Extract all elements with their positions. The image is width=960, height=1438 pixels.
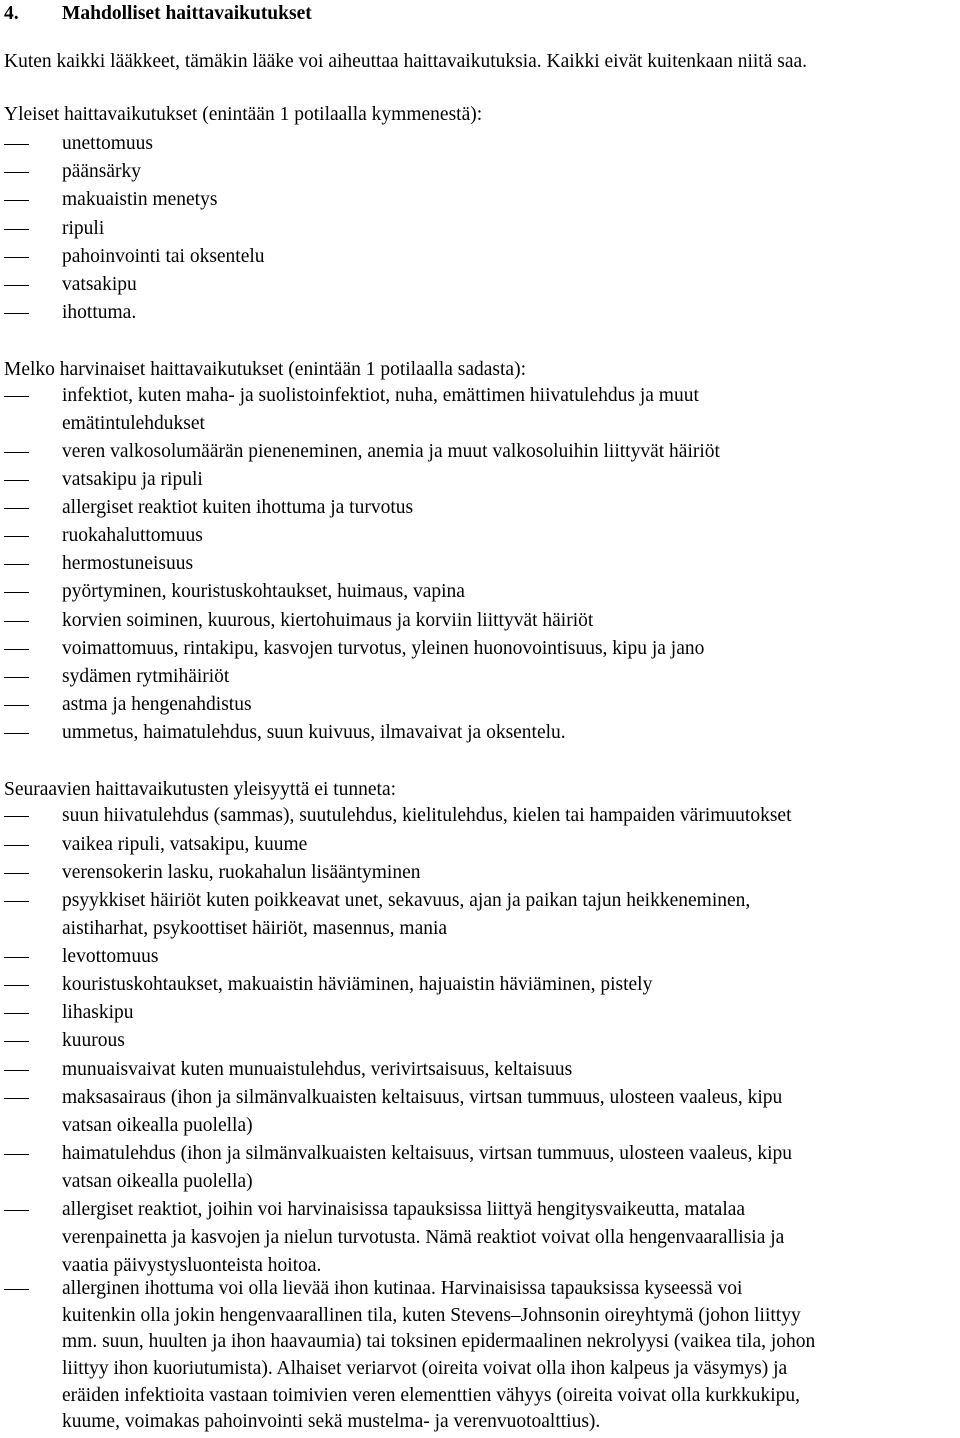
list-item-line: veren valkosolumäärän pieneneminen, anemia ja muut valkosoluihin liittyvät häiriöt — [62, 441, 720, 462]
list-item-line: makuaistin menetys — [62, 189, 218, 210]
list-item-text — [62, 578, 952, 606]
list-item-line: psyykkiset häiriöt kuten poikkeavat unet, sekavuus, ajan ja paikan tajun heikkeneminen, — [62, 890, 751, 911]
dash-bullet-icon — [4, 621, 29, 622]
list-item-line: liittyy ihon kuoriutumista). Alhaiset veriarvot (oireita voivat olla ihon kalpeus ja väsymys) ja — [62, 1358, 788, 1380]
list-item-text — [62, 494, 952, 522]
list-item-text — [62, 466, 952, 494]
list-item-text — [62, 158, 952, 186]
list-item-line: hermostuneisuus — [62, 553, 194, 574]
list-item-text — [62, 1084, 952, 1140]
dash-bullet-icon — [4, 705, 29, 706]
dash-bullet-icon — [4, 1154, 29, 1155]
list-item-line: vatsakipu ja ripuli — [62, 469, 203, 490]
list-item-line: kuitenkin olla jokin hengenvaarallinen tila, kuten Stevens–Johnsonin oireyhtymä (johon liittyy — [62, 1304, 801, 1326]
dash-bullet-icon — [4, 592, 29, 593]
list-item-line: emätintulehdukset — [62, 413, 205, 434]
dash-bullet-icon — [4, 1070, 29, 1071]
list-item-text — [62, 802, 952, 830]
dash-bullet-icon — [4, 229, 29, 230]
list-item-text — [62, 943, 952, 971]
heading-number: 4. — [4, 3, 19, 24]
dash-bullet-icon — [4, 257, 29, 258]
list-item-line: mm. suun, huulten ja ihon haavaumia) tai toksinen epidermaalinen nekrolyysi (vaikea tila, johon — [62, 1331, 816, 1353]
intro-paragraph: Kuten kaikki lääkkeet, tämäkin lääke voi aiheuttaa haittavaikutuksia. Kaikki eivät kuitenkaan niitä saa. — [4, 51, 808, 72]
dash-bullet-icon — [4, 396, 29, 397]
list-item-line: unettomuus — [62, 133, 153, 154]
dash-bullet-icon — [4, 957, 29, 958]
list-item-line: vaatia päivystysluonteista hoitoa. — [62, 1255, 322, 1276]
dash-bullet-icon — [4, 564, 29, 565]
list-item-line: ripuli — [62, 218, 105, 239]
dash-bullet-icon — [4, 1013, 29, 1014]
list-item-text — [62, 1140, 952, 1196]
list-item-line: voimattomuus, rintakipu, kasvojen turvotus, yleinen huonovointisuus, kipu ja jano — [62, 638, 705, 659]
list-item-text — [62, 635, 952, 663]
list-item-line: pyörtyminen, kouristuskohtaukset, huimaus, vapina — [62, 581, 465, 602]
dash-bullet-icon — [4, 1041, 29, 1042]
list-item-text — [62, 215, 952, 243]
list-item-line: haimatulehdus (ihon ja silmänvalkuaisten keltaisuus, virtsan tummuus, ulosteen vaaleus, kipu — [62, 1143, 793, 1164]
list-item-line: verenpainetta ja kasvojen ja nielun turvotusta. Nämä reaktiot voivat olla hengenvaarallisia ja — [62, 1227, 785, 1248]
list-item-text — [62, 522, 952, 550]
list-item-line: allerginen ihottuma voi olla lievää ihon kutinaa. Harvinaisissa tapauksissa kyseessä voi — [62, 1278, 743, 1299]
list-item-line: verensokerin lasku, ruokahalun lisääntyminen — [62, 862, 421, 883]
list-item-line: levottomuus — [62, 946, 159, 967]
list-item-text — [62, 243, 952, 271]
list-item-line: vatsan oikealla puolella) — [62, 1115, 253, 1136]
section-title: Seuraavien haittavaikutusten yleisyyttä ei tunneta: — [4, 779, 397, 800]
list-item-text — [62, 719, 952, 747]
list-item-line: vatsan oikealla puolella) — [62, 1171, 253, 1192]
list-item-text — [62, 999, 952, 1027]
list-item-line: vatsakipu — [62, 274, 137, 295]
list-item-line: allergiset reaktiot kuiten ihottuma ja turvotus — [62, 497, 414, 518]
list-item-line: suun hiivatulehdus (sammas), suutulehdus, kielitulehdus, kielen tai hampaiden värimuutokset — [62, 805, 792, 826]
list-item-line: kouristuskohtaukset, makuaistin häviäminen, hajuaistin häviäminen, pistely — [62, 974, 653, 995]
list-item-line: kuurous — [62, 1030, 125, 1051]
dash-bullet-icon — [4, 200, 29, 201]
list-item-text — [62, 887, 952, 943]
section-title: Melko harvinaiset haittavaikutukset (enintään 1 potilaalla sadasta): — [4, 359, 526, 380]
dash-bullet-icon — [4, 144, 29, 145]
list-item-line: munuaisvaivat kuten munuaistulehdus, verivirtsaisuus, keltaisuus — [62, 1059, 573, 1080]
list-item-text — [62, 1196, 952, 1280]
dash-bullet-icon — [4, 733, 29, 734]
dash-bullet-icon — [4, 1289, 29, 1290]
list-item-line: sydämen rytmihäiriöt — [62, 666, 230, 687]
list-item-line: kuume, voimakas pahoinvointi sekä mustelma- ja verenvuotoalttius). — [62, 1411, 601, 1433]
dash-bullet-icon — [4, 536, 29, 537]
list-item-line: eräiden infektioita vastaan toimivien veren elementtien vähyys (oireita voivat olla kurkkukipu, — [62, 1384, 801, 1406]
dash-bullet-icon — [4, 677, 29, 678]
list-item-text — [62, 663, 952, 691]
dash-bullet-icon — [4, 901, 29, 902]
list-item-text — [62, 831, 952, 859]
list-item-line: lihaskipu — [62, 1002, 134, 1023]
list-item-line: vaikea ripuli, vatsakipu, kuume — [62, 834, 308, 855]
dash-bullet-icon — [4, 313, 29, 314]
dash-bullet-icon — [4, 985, 29, 986]
dash-bullet-icon — [4, 1098, 29, 1099]
dash-bullet-icon — [4, 873, 29, 874]
list-item-line: astma ja hengenahdistus — [62, 694, 252, 715]
dash-bullet-icon — [4, 480, 29, 481]
dash-bullet-icon — [4, 508, 29, 509]
dash-bullet-icon — [4, 1210, 29, 1211]
list-item-line: aistiharhat, psykoottiset häiriöt, masennus, mania — [62, 918, 448, 939]
list-item-line: infektiot, kuten maha- ja suolistoinfektiot, nuha, emättimen hiivatulehdus ja muut — [62, 385, 699, 406]
list-item-text — [62, 1056, 952, 1084]
list-item-text — [62, 299, 952, 327]
list-item-text — [62, 550, 952, 578]
list-item-text — [62, 971, 952, 999]
dash-bullet-icon — [4, 816, 29, 817]
list-item-text — [62, 130, 952, 158]
list-item-line: allergiset reaktiot, joihin voi harvinaisissa tapauksissa liittyä hengitysvaikeutta, matalaa — [62, 1199, 746, 1220]
dash-bullet-icon — [4, 649, 29, 650]
section-title: Yleiset haittavaikutukset (enintään 1 potilaalla kymmenestä): — [4, 104, 483, 125]
list-item-line: ihottuma. — [62, 302, 137, 323]
list-item-text — [62, 186, 952, 214]
list-item-text — [62, 1027, 952, 1055]
dash-bullet-icon — [4, 452, 29, 453]
list-item-line: pahoinvointi tai oksentelu — [62, 246, 265, 267]
dash-bullet-icon — [4, 172, 29, 173]
list-item-line: maksasairaus (ihon ja silmänvalkuaisten keltaisuus, virtsan tummuus, ulosteen vaaleus, kipu — [62, 1087, 783, 1108]
list-item-text — [62, 382, 952, 438]
dash-bullet-icon — [4, 845, 29, 846]
list-item-text — [62, 438, 952, 466]
list-item-text — [62, 859, 952, 887]
list-item-text — [62, 271, 952, 299]
dash-bullet-icon — [4, 285, 29, 286]
list-item-text — [62, 691, 952, 719]
list-item-text — [62, 607, 952, 635]
list-item-line: päänsärky — [62, 161, 142, 182]
list-item-line: ruokahaluttomuus — [62, 525, 203, 546]
list-item-text — [62, 1276, 952, 1436]
list-item-line: korvien soiminen, kuurous, kiertohuimaus ja korviin liittyvät häiriöt — [62, 610, 594, 631]
list-item-line: ummetus, haimatulehdus, suun kuivuus, ilmavaivat ja oksentelu. — [62, 722, 566, 743]
heading-title: Mahdolliset haittavaikutukset — [62, 3, 312, 24]
